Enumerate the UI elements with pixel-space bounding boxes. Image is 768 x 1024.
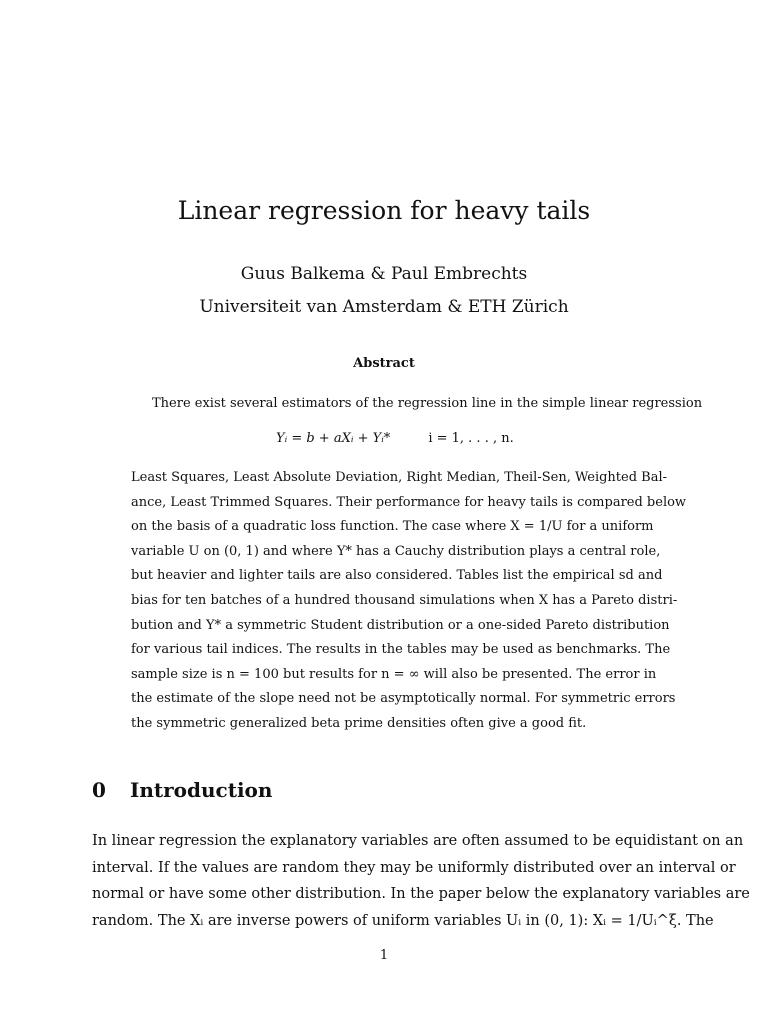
- paper-affiliation: Universiteit van Amsterdam & ETH Zürich: [199, 297, 569, 317]
- section-number: 0: [92, 778, 106, 802]
- section-heading: [92, 778, 272, 802]
- introduction-body: [92, 828, 750, 934]
- abstract-line: bution and Y* a symmetric Student distribution or a one-sided Pareto distribution: [131, 617, 670, 633]
- paper-authors: Guus Balkema & Paul Embrechts: [240, 264, 528, 284]
- equation-range: i = 1, . . . , n.: [428, 431, 514, 446]
- abstract-line: variable U on (0, 1) and where Y* has a Cauchy distribution plays a central role,: [131, 543, 661, 559]
- page-number: 1: [379, 948, 389, 963]
- intro-line: In linear regression the explanatory variables are often assumed to be equidistant on an: [92, 833, 744, 849]
- abstract-line: ance, Least Trimmed Squares. Their performance for heavy tails is compared below: [131, 494, 687, 510]
- abstract-heading: Abstract: [353, 356, 415, 371]
- equation-lhs: Yᵢ = b + aXᵢ + Yᵢ*: [276, 431, 391, 446]
- abstract-intro: There exist several estimators of the regression line in the simple linear regression: [152, 396, 703, 411]
- paper-title: Linear regression for heavy tails: [177, 196, 591, 225]
- section-title: Introduction: [130, 778, 273, 802]
- abstract-line: the estimate of the slope need not be asymptotically normal. For symmetric errors: [131, 691, 676, 707]
- abstract-body: [131, 466, 687, 737]
- abstract-line: on the basis of a quadratic loss function. The case where X = 1/U for a uniform: [131, 519, 654, 535]
- abstract-line: bias for ten batches of a hundred thousand simulations when X has a Pareto distri-: [131, 592, 678, 608]
- intro-line: random. The Xᵢ are inverse powers of uniform variables Uᵢ in (0, 1): Xᵢ = 1/Uᵢ^ξ. The: [92, 912, 714, 929]
- intro-line: normal or have some other distribution. In the paper below the explanatory variables are: [92, 886, 750, 902]
- abstract-line: sample size is n = 100 but results for n = ∞ will also be presented. The error in: [131, 666, 657, 682]
- intro-line: interval. If the values are random they may be uniformly distributed over an interval or: [92, 859, 736, 876]
- abstract-line: but heavier and lighter tails are also considered. Tables list the empirical sd and: [131, 568, 663, 584]
- abstract-line: the symmetric generalized beta prime densities often give a good fit.: [131, 715, 587, 731]
- regression-equation: [276, 431, 514, 446]
- abstract-line: Least Squares, Least Absolute Deviation, Right Median, Theil-Sen, Weighted Bal-: [131, 470, 668, 485]
- abstract-line: for various tail indices. The results in the tables may be used as benchmarks. The: [131, 642, 671, 658]
